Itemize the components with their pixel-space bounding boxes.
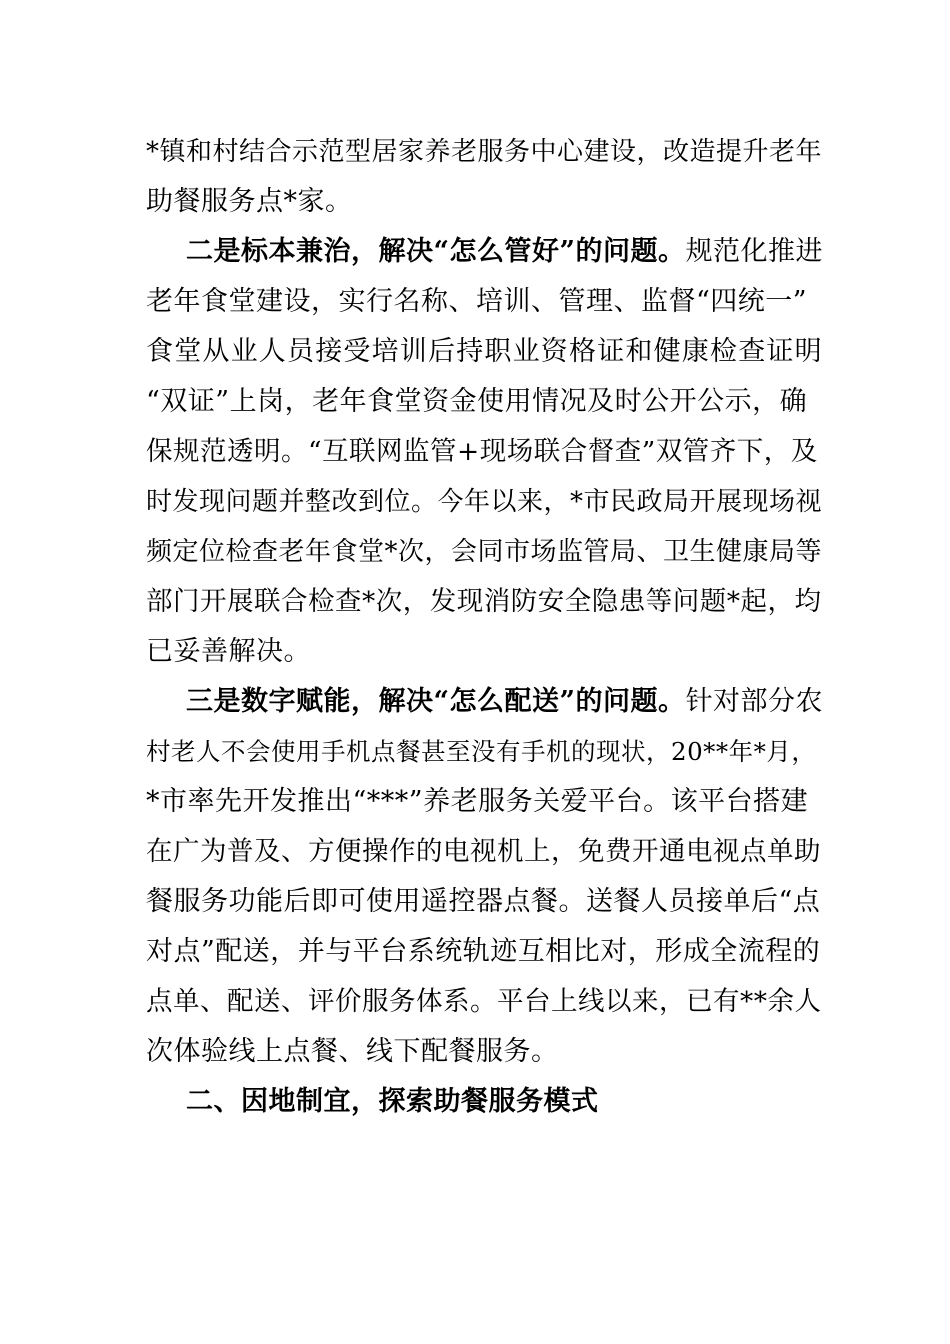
paragraph-line (146, 182, 353, 222)
section-heading-text: 二、因地制宜，探索助餐服务模式 (186, 1086, 599, 1117)
paragraph-line (146, 632, 311, 672)
line-text: 规范化推进 (685, 236, 824, 267)
paragraph-line (146, 982, 822, 1022)
line-text: 在广为普及、方便操作的电视机上，免费开通电视点单助 (146, 836, 821, 867)
line-text: 对点”配送，并与平台系统轨迹互相比对，形成全流程的 (146, 936, 821, 967)
line-text: *市率先开发推出“***”养老服务关爱平台。该平台搭建 (146, 786, 809, 817)
line-text: 保规范透明。“互联网监管+现场联合督查”双管齐下，及 (146, 436, 818, 467)
paragraph-line (146, 382, 807, 422)
line-text: 针对部分农 (685, 686, 824, 717)
line-text: 点单、配送、评价服务体系。平台上线以来，已有**余人 (146, 986, 822, 1017)
paragraph-line (186, 682, 823, 722)
line-text: 次体验线上点餐、线下配餐服务。 (146, 1036, 559, 1067)
line-text: 已妥善解决。 (146, 636, 311, 667)
paragraph-line (146, 432, 818, 472)
paragraph-line (146, 732, 816, 772)
line-text: 频定位检查老年食堂*次，会同市场监管局、卫生健康局等 (146, 537, 823, 567)
line-text: “双证”上岗，老年食堂资金使用情况及时公开公示，确 (146, 386, 808, 417)
paragraph-line (146, 332, 823, 372)
line-text: *镇和村结合示范型居家养老服务中心建设，改造提升老年 (146, 137, 823, 167)
paragraph-heading: 三是数字赋能，解决“怎么配送”的问题。 (186, 686, 686, 717)
line-text: 时发现问题并整改到位。今年以来，*市民政局开展现场视 (146, 487, 823, 517)
line-text: 食堂从业人员接受培训后持职业资格证和健康检查证明 (146, 336, 823, 367)
paragraph-line (186, 232, 823, 272)
paragraph-line (146, 932, 820, 972)
section-heading (186, 1082, 599, 1122)
paragraph-line (146, 132, 822, 172)
paragraph-line (146, 482, 822, 522)
paragraph-line (146, 832, 821, 872)
line-text: 村老人不会使用手机点餐甚至没有手机的现状，20**年*月， (146, 737, 817, 766)
paragraph-line (146, 1032, 559, 1072)
paragraph-heading: 二是标本兼治，解决“怎么管好”的问题。 (186, 236, 686, 267)
line-text: 餐服务功能后即可使用遥控器点餐。送餐人员接单后“点 (146, 886, 821, 917)
line-text: 部门开展联合检查*次，发现消防安全隐患等问题*起，均 (146, 586, 822, 617)
line-text: 老年食堂建设，实行名称、培训、管理、监督“四统一” (146, 286, 808, 317)
paragraph-line (146, 532, 822, 572)
paragraph-line (146, 782, 808, 822)
line-text: 助餐服务点*家。 (146, 186, 353, 217)
paragraph-line (146, 882, 820, 922)
paragraph-line (146, 582, 822, 622)
paragraph-line (146, 282, 807, 322)
